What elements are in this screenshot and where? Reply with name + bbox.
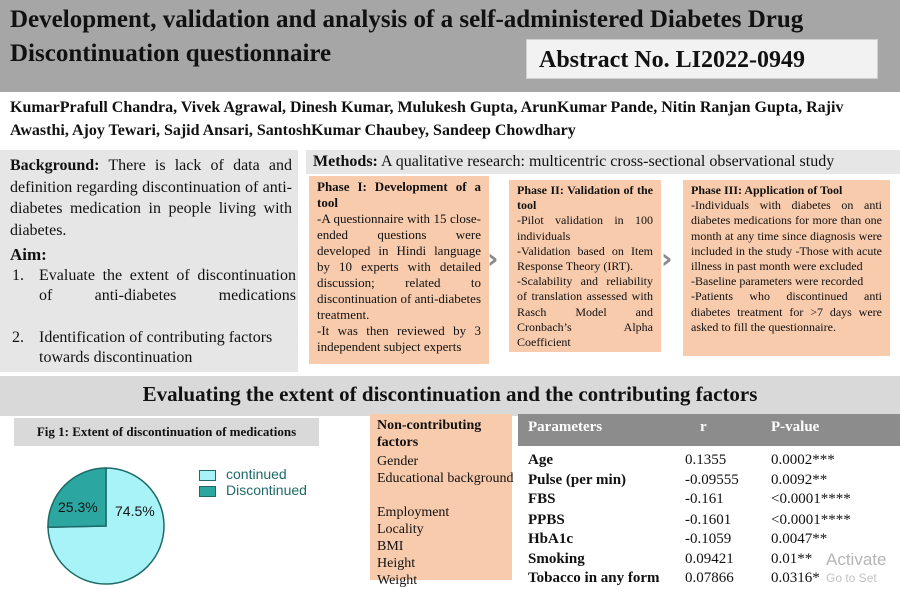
non-contributing-item: Height bbox=[377, 556, 416, 571]
column-header-p-value: P-value bbox=[771, 419, 820, 435]
non-contributing-item: Locality bbox=[377, 522, 424, 537]
methods-line bbox=[313, 152, 834, 172]
pie-slice-label-continued: 74.5% bbox=[115, 503, 155, 519]
table-cell-r: 0.07866 bbox=[685, 570, 734, 586]
phase-1-box bbox=[309, 176, 489, 364]
non-contributing-item: Weight bbox=[377, 573, 418, 588]
aim-item bbox=[12, 266, 296, 306]
chevron-right-icon: › bbox=[661, 242, 673, 275]
phase-line: -Validation based on Item Response Theory (IRT). bbox=[517, 243, 653, 274]
table-cell-p: <0.0001**** bbox=[771, 491, 851, 507]
table-cell-parameter: HbA1c bbox=[528, 531, 573, 547]
phase-line: -Individuals with diabetes on anti diabetes medications for more than one month at any time since diagnosis were included in the study -Those with acute illness in past month were excluded bbox=[691, 198, 882, 274]
non-contributing-item: Employment bbox=[377, 505, 450, 520]
aim-item bbox=[12, 328, 296, 368]
phase-title: Phase I: Development of a tool bbox=[317, 179, 481, 210]
background-label: Background: bbox=[10, 157, 100, 174]
legend-label-continued: continued bbox=[226, 466, 287, 482]
phase-title: Phase III: Application of Tool bbox=[691, 183, 843, 197]
table-cell-parameter: Smoking bbox=[528, 551, 585, 567]
chevron-right-icon: › bbox=[487, 242, 499, 275]
aim-item-text: Identification of contributing factors towards discontinuation bbox=[39, 329, 273, 366]
non-contributing-heading: Non-contributing factors bbox=[377, 418, 482, 450]
table-cell-r: -0.1601 bbox=[685, 512, 732, 528]
phase-title: Phase II: Validation of the tool bbox=[517, 183, 653, 213]
pie-chart bbox=[46, 466, 216, 586]
aim-item-number: 2. bbox=[12, 329, 24, 346]
legend-swatch-continued bbox=[199, 470, 216, 481]
author-list: KumarPrafull Chandra, Vivek Agrawal, Dinesh Kumar, Mulukesh Gupta, ArunKumar Pande, Nitin Ranjan Gupta, Rajiv Awasthi, Ajoy Tewari, Sajid Ansari, SantoshKumar Chaubey, Sandeep Chowdhary bbox=[10, 99, 844, 139]
table-cell-r: 0.1355 bbox=[685, 452, 727, 468]
pie-slice-discontinued bbox=[48, 468, 106, 527]
phase-line: -Baseline parameters were recorded bbox=[691, 274, 864, 289]
abstract-number: Abstract No. LI2022-0949 bbox=[526, 39, 878, 79]
table-cell-p: 0.01** bbox=[771, 551, 813, 567]
table-cell-parameter: Age bbox=[528, 452, 553, 468]
table-cell-r: -0.09555 bbox=[685, 472, 739, 488]
aim-item-text: Evaluate the extent of discontinuation of anti-diabetes medications bbox=[39, 267, 296, 304]
phase-line: -Scalability and reliability of translation assessed with Rasch Model and Cronbach’s Alpha Coefficient bbox=[517, 274, 653, 350]
methods-label: Methods: bbox=[313, 153, 378, 170]
phase-3-box bbox=[683, 180, 890, 356]
phase-2-box bbox=[509, 180, 661, 352]
phase-line: -It was then reviewed by 3 independent subject experts bbox=[317, 323, 481, 354]
non-contributing-item: Gender bbox=[377, 454, 419, 469]
non-contributing-item: BMI bbox=[377, 539, 404, 554]
phase-line: -A questionnaire with 15 close-ended questions were developed in Hindi language by 10 experts with detailed discussion; related to discontinuation of anti-diabetes treatment. bbox=[317, 211, 481, 322]
figure-title: Fig 1: Extent of discontinuation of medications bbox=[14, 418, 319, 446]
table-cell-p: 0.0316* bbox=[771, 570, 820, 586]
table-cell-parameter: FBS bbox=[528, 491, 556, 507]
aim-item-number: 1. bbox=[12, 267, 24, 284]
pie-slice-label-discontinued: 25.3% bbox=[58, 499, 98, 515]
table-cell-p: <0.0001**** bbox=[771, 512, 851, 528]
table-cell-parameter: PPBS bbox=[528, 512, 565, 528]
legend-swatch-discontinued bbox=[199, 486, 216, 497]
table-cell-p: 0.0092** bbox=[771, 472, 828, 488]
table-cell-p: 0.0002*** bbox=[771, 452, 835, 468]
activation-watermark-sub: Go to Set bbox=[826, 571, 877, 585]
non-contributing-item: Educational background bbox=[377, 471, 514, 486]
background-section bbox=[10, 155, 292, 241]
table-cell-r: -0.1059 bbox=[685, 531, 732, 547]
table-cell-r: 0.09421 bbox=[685, 551, 734, 567]
poster-title: Development, validation and analysis of a self-administered Diabetes Drug Discontinuation questionnaire bbox=[10, 6, 804, 67]
table-cell-parameter: Pulse (per min) bbox=[528, 472, 627, 488]
aim-heading: Aim: bbox=[10, 245, 47, 264]
legend-label-discontinued: Discontinued bbox=[226, 482, 307, 498]
phase-line: -Pilot validation in 100 individuals bbox=[517, 213, 653, 243]
table-cell-parameter: Tobacco in any form bbox=[528, 570, 660, 586]
activation-watermark: Activate bbox=[826, 550, 887, 569]
table-cell-p: 0.0047** bbox=[771, 531, 828, 547]
methods-text: A qualitative research: multicentric cross-sectional observational study bbox=[381, 153, 835, 170]
column-header-parameters: Parameters bbox=[528, 419, 603, 435]
column-header-r: r bbox=[700, 419, 707, 435]
table-cell-r: -0.161 bbox=[685, 491, 724, 507]
phase-line: -Patients who discontinued anti diabetes treatment for >7 days were asked to fill the questionnaire. bbox=[691, 289, 882, 334]
section-title: Evaluating the extent of discontinuation and the contributing factors bbox=[142, 382, 758, 406]
background-body: There is lack of data and definition regarding discontinuation of anti-diabetes medication in people living with diabetes. bbox=[10, 157, 292, 239]
